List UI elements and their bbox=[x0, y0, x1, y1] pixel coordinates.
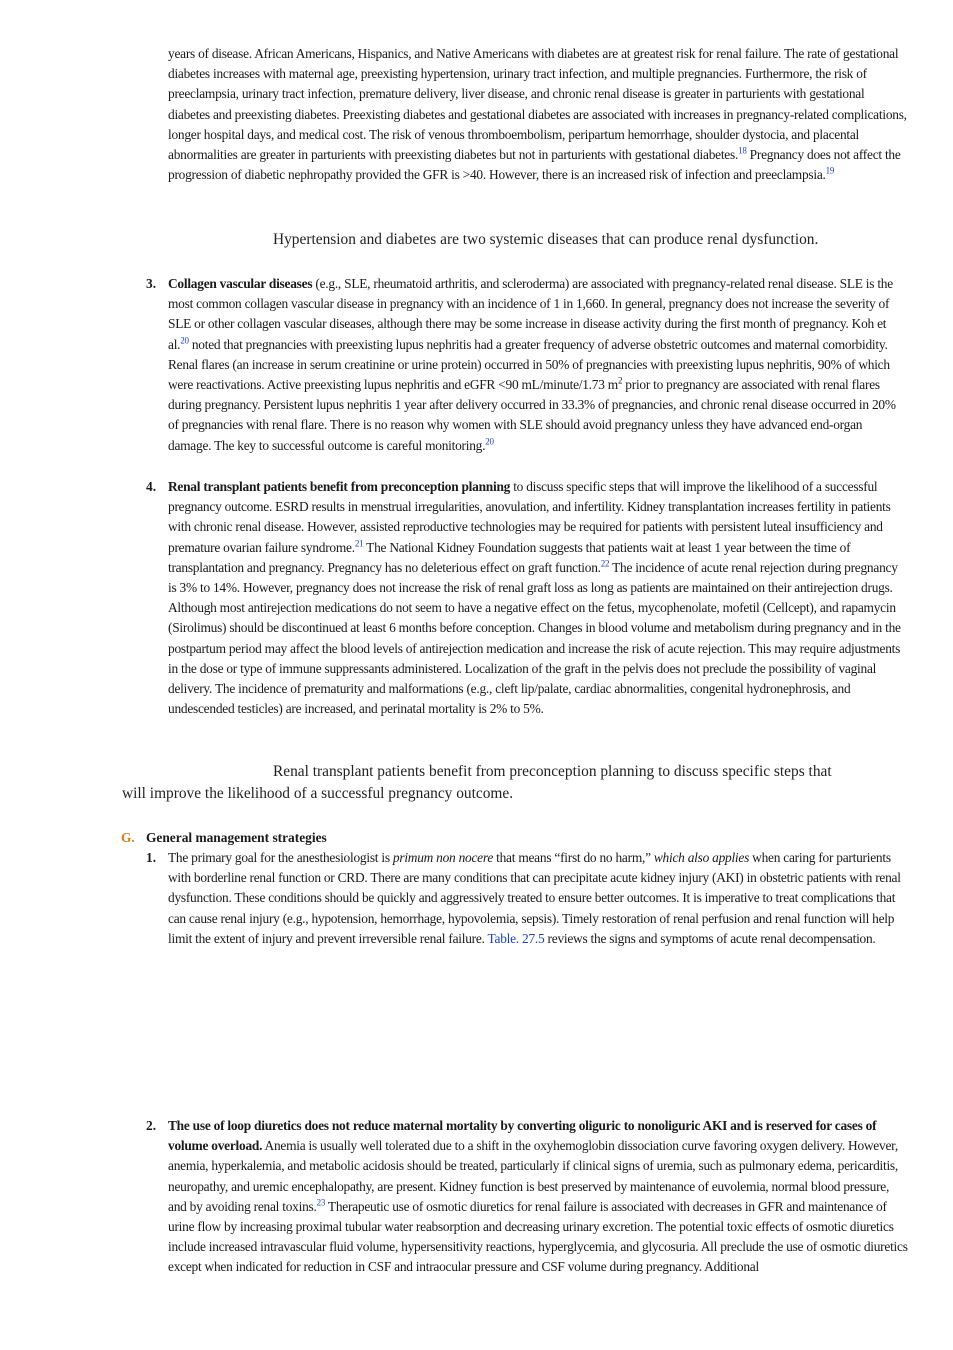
item-number-g1: 1. bbox=[146, 850, 157, 865]
item-4-text-1: to discuss specific steps that will improve the likelihood of a successful pregnancy outcome. ESRD results in menstrual irregularities, anovulation, and infertility. Kidney transplantation increases fertility in patients with chronic renal disease. However, assisted reproductive technologies may be required for patients with persistent luteal insufficiency and premature ovarian failure syndrome. bbox=[168, 479, 891, 555]
item-3-text-2: noted that pregnancies with preexisting lupus nephritis had a greater frequency of adverse obstetric outcomes and maternal comorbidity. Renal flares (an increase in serum creatinine or urine protein) occurred in 50% of pregnancies with preexisting lupus nephritis, 90% of which were reactivations. Active preexisting lupus nephritis and eGFR <90 mL/minute/1.73 m bbox=[168, 336, 890, 393]
g1-text-1: The primary goal for the anesthesiologist is bbox=[168, 850, 393, 865]
g1-text-2: that means “first do no harm,” bbox=[493, 850, 654, 865]
callout-transplant-line-1: Renal transplant patients benefit from preconception planning to discuss specific steps that bbox=[273, 763, 832, 780]
item-number-g2: 2. bbox=[146, 1118, 157, 1133]
item-4-renal-transplant bbox=[168, 477, 908, 719]
item-number-3: 3. bbox=[146, 276, 157, 291]
section-title: General management strategies bbox=[146, 830, 327, 845]
reference-21[interactable]: 21 bbox=[354, 538, 364, 549]
item-3-collagen-vascular bbox=[168, 274, 908, 456]
reference-22[interactable]: 22 bbox=[600, 558, 610, 569]
g2-text-1: Anemia is usually well tolerated due to a shift in the oxyhemoglobin dissociation curve favoring oxygen delivery. However, anemia, hyperkalemia, and metabolic acidosis should be treated, particularly if clinical signs of uremia, such as pulmonary edema, pericarditis, neuropathy, and uremic encephalopathy, are present. Kidney function is best preserved by maintenance of euvolemia, normal blood pressure, and by avoiding renal toxins. bbox=[168, 1138, 898, 1214]
item-4-heading: Renal transplant patients benefit from preconception planning bbox=[168, 479, 511, 494]
g1-text-4: reviews the signs and symptoms of acute renal decompensation. bbox=[544, 930, 876, 946]
item-3-text-1: (e.g., SLE, rheumatoid arthritis, and scleroderma) are associated with pregnancy-related renal disease. SLE is the most common collagen vascular disease in pregnancy with an incidence of 1 in 1,660. In general, pregnancy does not increase the severity of SLE or other collagen vascular diseases, although there may be some increase in disease activity during the first month of pregnancy. Koh et al. bbox=[168, 276, 893, 352]
callout-hypertension-diabetes: Hypertension and diabetes are two systemic diseases that can produce renal dysfunction. bbox=[273, 231, 819, 248]
reference-20[interactable]: 20 bbox=[180, 335, 189, 346]
reference-19[interactable]: 19 bbox=[825, 165, 835, 176]
g1-italic-1: primum non nocere bbox=[392, 850, 494, 865]
item-3-heading: Collagen vascular diseases bbox=[168, 276, 313, 291]
item-number-4: 4. bbox=[146, 479, 157, 494]
intro-paragraph bbox=[168, 44, 908, 185]
g2-heading: The use of loop diuretics does not reduce maternal mortality by converting oliguric to nonoliguric AKI and is reserved for cases of volume overload. bbox=[168, 1118, 877, 1154]
intro-text-2: Pregnancy does not affect the progression of diabetic nephropathy provided the GFR is >40. However, there is an increased risk of infection and preeclampsia. bbox=[168, 147, 901, 183]
item-4-text-3: The incidence of acute renal rejection during pregnancy is 3% to 14%. However, pregnancy does not increase the risk of renal graft loss as long as patients are maintained on their antirejection drugs. Although most antirejection medications do not seem to have a negative effect on the fetus, mycophenolate, mofetil (Cellcept), and rapamycin (Sirolimus) should be discontinued at least 6 months before conception. Changes in blood volume and metabolism during pregnancy and in the postpartum period may affect the blood levels of antirejection medication and increase the risk of acute rejection. This may require adjustments in the dose or type of immune suppressants administered. Localization of the graft in the pelvis does not preclude the possibility of vaginal delivery. The incidence of prematurity and malformations (e.g., cleft lip/palate, cardiac abnormalities, congenital hydronephrosis, and undescended testicles) are increased, and perinatal mortality is 2% to 5%. bbox=[168, 559, 901, 717]
item-4-text-2: The National Kidney Foundation suggests that patients wait at least 1 year between the time of transplantation and pregnancy. Pregnancy has no deleterious effect on graft function. bbox=[168, 539, 851, 575]
table-27-5-link[interactable]: Table. 27.5 bbox=[487, 930, 545, 946]
unit-superscript: 2 bbox=[617, 375, 623, 386]
g2-text-2: Therapeutic use of osmotic diuretics for renal failure is associated with decreases in GFR and maintenance of urine flow by increasing proximal tubular water reabsorption and decreasing urinary excretion. The potential toxic effects of osmotic diuretics include increased intravascular fluid volume, hypersensitivity reactions, hyperglycemia, and glycosuria. All preclude the use of osmotic diuretics except when indicated for reduction in CSF and intraocular pressure and CSF volume during pregnancy. Additional bbox=[168, 1198, 908, 1275]
item-3-text-3: prior to pregnancy are associated with renal flares during pregnancy. Persistent lupus nephritis 1 year after delivery occurred in 33.3% of pregnancies, and chronic renal disease occurred in 20% of pregnancies with renal flare. There is no reason why women with SLE should avoid pregnancy unless they have advanced end-organ damage. The key to successful outcome is careful monitoring. bbox=[168, 377, 896, 453]
g1-text-3: when caring for parturients with borderline renal function or CRD. There are many conditions that can precipitate acute kidney injury (AKI) in obstetric patients with renal dysfunction. These conditions should be quickly and aggressively treated to ensure better outcomes. It is imperative to treat complications that can cause renal injury (e.g., hypotension, hemorrhage, hypovolemia, sepsis). Timely restoration of renal perfusion and renal function will help limit the extent of injury and prevent irreversible renal failure. bbox=[168, 850, 901, 946]
section-letter-g: G. bbox=[121, 830, 135, 845]
item-g1-primary-goal bbox=[168, 848, 908, 949]
reference-23[interactable]: 23 bbox=[316, 1197, 326, 1208]
reference-20b[interactable]: 20 bbox=[485, 436, 494, 447]
intro-text-1: years of disease. African Americans, Hispanics, and Native Americans with diabetes are at greatest risk for renal failure. The rate of gestational diabetes increases with maternal age, preexisting hypertension, urinary tract infection, and multiple pregnancies. Furthermore, the risk of preeclampsia, urinary tract infection, premature delivery, liver disease, and chronic renal disease is greater in parturients with gestational diabetes and preexisting diabetes. Preexisting diabetes and gestational diabetes are associated with increases in pregnancy-related complications, longer hospital days, and medical cost. The risk of venous thromboembolism, peripartum hemorrhage, shoulder dystocia, and placental abnormalities are greater in parturients with preexisting diabetes but not in parturients with gestational diabetes. bbox=[168, 46, 907, 163]
item-g2-loop-diuretics bbox=[168, 1116, 908, 1278]
g1-italic-2: which also applies bbox=[653, 850, 750, 865]
reference-18[interactable]: 18 bbox=[738, 145, 747, 156]
callout-transplant-line-2: will improve the likelihood of a successful pregnancy outcome. bbox=[122, 785, 514, 802]
